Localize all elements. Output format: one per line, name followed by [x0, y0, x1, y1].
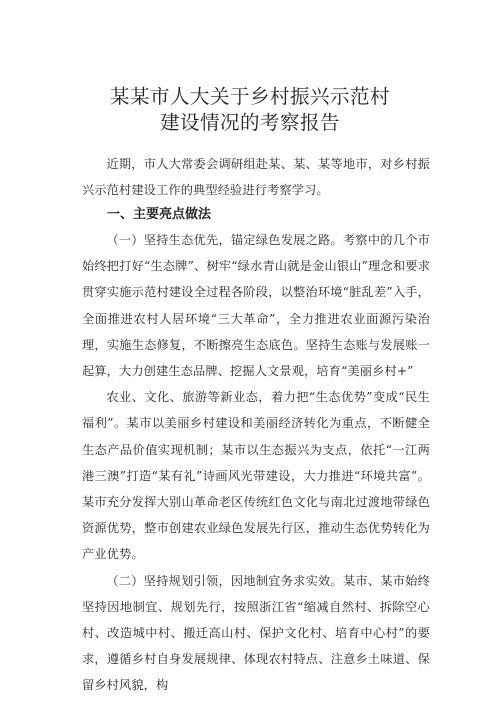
intro-paragraph-block: [82, 151, 430, 203]
document-title-line1: 某某市人大关于乡村振兴示范村: [109, 85, 390, 108]
section-heading: 一、主要亮点做法: [107, 207, 212, 222]
section-body: [82, 227, 430, 699]
body-paragraph: 农业、文化、旅游等新业态，着力把“生态优势”变成“民生福利”。某市以美丽乡村建设和美丽经济转化为重点，不断健全生态产品价值实现机制；某市以生态振兴为支点，依托“一江两港三澳”打造“某有礼”诗画风光带建设，大力推进“环境共富”。某市充分发挥大别山革命老区传统红色文化与南北过渡地带绿色资源优势，整市创建农业绿色发展先行区，推动生态优势转化为产业优势。: [82, 390, 430, 562]
document-title-line2: 建设情况的考察报告: [159, 111, 340, 134]
intro-paragraph: 近期，市人大常委会调研组赴某、某、某等地市，对乡村振兴示范村建设工作的典型经验进行考察学习。: [82, 157, 430, 198]
body-paragraph: （一）坚持生态优先，锚定绿色发展之路。考察中的几个市始终把打好“生态牌”、树牢“绿水青山就是金山银山”理念和要求贯穿实施示范村建设全过程各阶段，以整治环境“脏乱差”入手，全面推进农村人居环境“三大革命”，全力推进农业面源污染治理，实施生态修复，不断擦亮生态底色。坚持生态账与发展账一起算，大力创建生态品牌、挖掘人文景观，培育“美丽乡村+”: [82, 233, 430, 379]
body-paragraph: （二）坚持规划引领，因地制宜务求实效。某市、某市始终坚持因地制宜、规划先行，按照浙江省“缩减自然村、拆除空心村、改造城中村、搬迁高山村、保护文化村、培育中心村”的要求，遵循乡村自身发展规律、体现农村特点、注意乡土味道、保留乡村风貌，构: [82, 573, 430, 693]
